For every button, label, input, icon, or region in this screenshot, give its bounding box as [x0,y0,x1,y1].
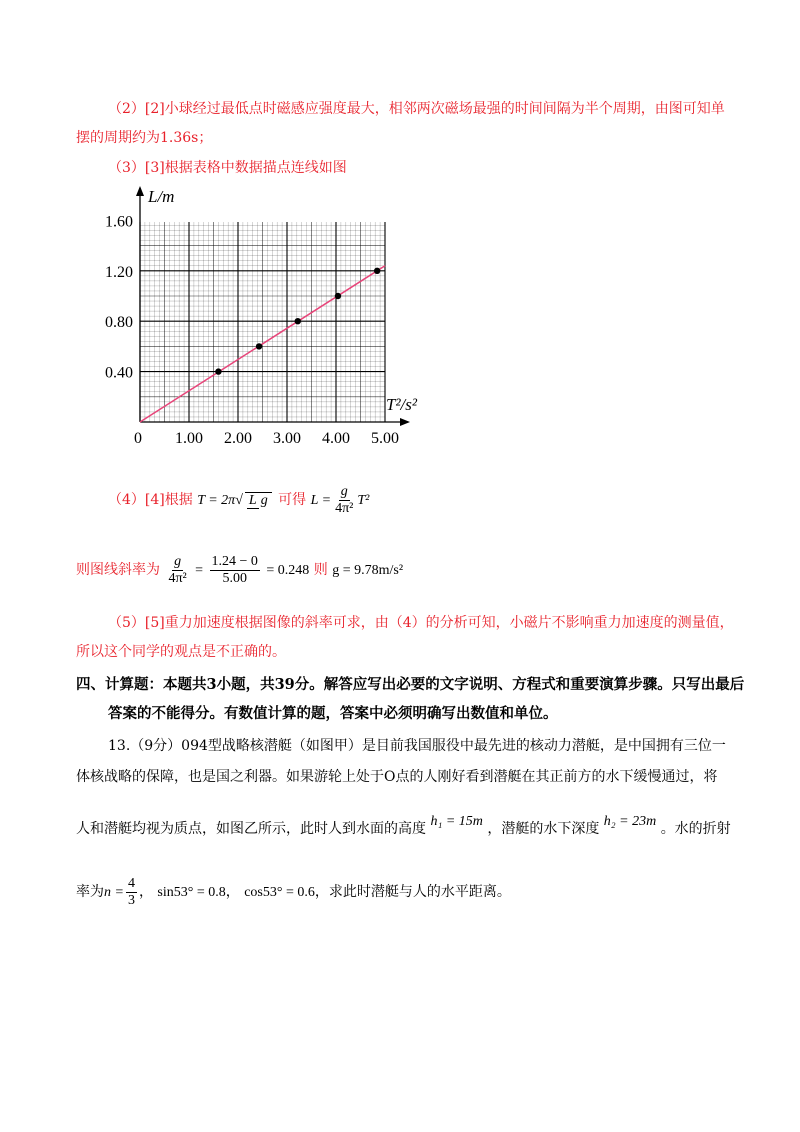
x-tick-label: 4.00 [322,430,350,447]
data-point [295,318,301,324]
data-point [335,293,341,299]
question-13-line-3-c: 。水的折射 [660,821,731,837]
y-tick-label: 1.60 [105,213,133,231]
answer-4-mid: 可得 [278,492,307,508]
y-tick-label: 0.40 [105,364,133,382]
period-formula-lhs: T = 2π [197,493,236,508]
origin-label: 0 [134,430,142,447]
answer-4-slope-line [76,550,403,591]
answer-2-line-2: 摆的周期约为1.36s； [76,130,213,146]
y-axis-arrow [136,186,144,196]
length-formula-fraction [333,484,355,517]
data-point [256,343,262,349]
question-13-line-1: 13.（9分）094型战略核潜艇（如图甲）是目前我国服役中最先进的核动力潜艇，是中国拥有三位一 [108,738,726,754]
separator-2: ， [225,884,240,900]
slope-value: = 0.248 [266,563,310,578]
depth-h2: h₂ = 23m [603,814,657,829]
height-h1: h₁ = 15m [430,814,483,829]
sin53: sin53° = 0.8 [157,885,226,900]
question-13-line-4-end: ，求此时潜艇与人的水平距离。 [314,884,511,900]
answer-5-line-2: 所以这个同学的观点是不正确的。 [76,644,286,660]
answer-2-line-1: （2）[2]小球经过最低点时磁感应强度最大，相邻两次磁场最强的时间间隔为半个周期，由图可知单 [108,101,725,117]
length-formula-num: g [340,483,348,499]
refractive-index-num: 4 [127,875,135,891]
x-axis-label: T²/s² [386,395,417,414]
answer-4-lead: （4）[4]根据 [108,492,193,508]
question-13-line-2: 体核战略的保障，也是国之利器。如果游轮上处于O点的人刚好看到潜艇在其正前方的水下缓慢通过，将 [76,769,718,785]
separator-1: ， [138,884,153,900]
question-13-line-4 [76,872,511,913]
answer-4-slope-lead: 则图线斜率为 [76,562,160,578]
slope-num-2: 1.24 − 0 [211,553,258,569]
question-13-line-3 [76,814,731,841]
slope-equals: = [195,563,204,578]
refractive-index-lhs: n = [104,885,124,900]
question-13-line-3-a: 人和潜艇均视为质点，如图乙所示，此时人到水面的高度 [76,821,426,837]
question-13-line-4-a: 率为 [76,884,104,900]
section-4-heading-line-2: 答案的不能得分。有数值计算的题，答案中必须明确写出数值和单位。 [108,705,558,722]
x-axis-arrow [400,418,410,426]
period-formula-den: g [260,492,268,508]
refractive-index-den: 3 [127,892,135,908]
slope-den-1: 4π² [168,570,187,586]
g-result: g = 9.78m/s² [332,563,404,578]
y-axis-label: L/m [148,187,175,206]
answer-4-formula-line: （4）[4]根据 T = 2π√ L g 可得 L = $\frac{g}{\text{4π²}}$ T² [108,483,370,516]
section-4-heading-line-1: 四、计算题：本题共3小题，共39分。解答应写出必要的文字说明、方程式和重要演算步骤。只写出最后 [76,676,745,693]
refractive-index-fraction [126,876,137,909]
data-point [374,268,380,274]
x-tick-label: 3.00 [273,430,301,447]
x-tick-label: 1.00 [175,430,203,447]
period-formula-fraction [245,492,272,509]
answer-5-line-1: （5）[5]重力加速度根据图像的斜率可求，由（4）的分析可知，小磁片不影响重力加速度的测量值， [108,615,734,631]
length-formula-den: 4π² [335,500,354,516]
length-formula-lhs: L = [310,493,332,508]
x-tick-label: 2.00 [224,430,252,447]
slope-num-1: g [174,553,182,569]
slope-fraction-1 [166,554,188,587]
length-formula-rhs: T² [357,493,370,508]
y-tick-label: 0.80 [105,314,133,332]
y-tick-label: 1.20 [105,263,133,281]
cos53: cos53° = 0.6 [244,885,315,900]
x-tick-label: 5.00 [371,430,399,447]
data-point [215,368,221,374]
answer-3-text: （3）[3]根据表格中数据描点连线如图 [108,160,347,176]
slope-den-2: 5.00 [222,570,247,586]
slope-fraction-2 [210,554,260,587]
question-13-line-3-b: ，潜艇的水下深度 [487,821,600,837]
period-formula-num: L [248,492,257,508]
answer-4-then: 则 [313,562,328,578]
pendulum-length-vs-period-squared-chart [104,180,444,450]
